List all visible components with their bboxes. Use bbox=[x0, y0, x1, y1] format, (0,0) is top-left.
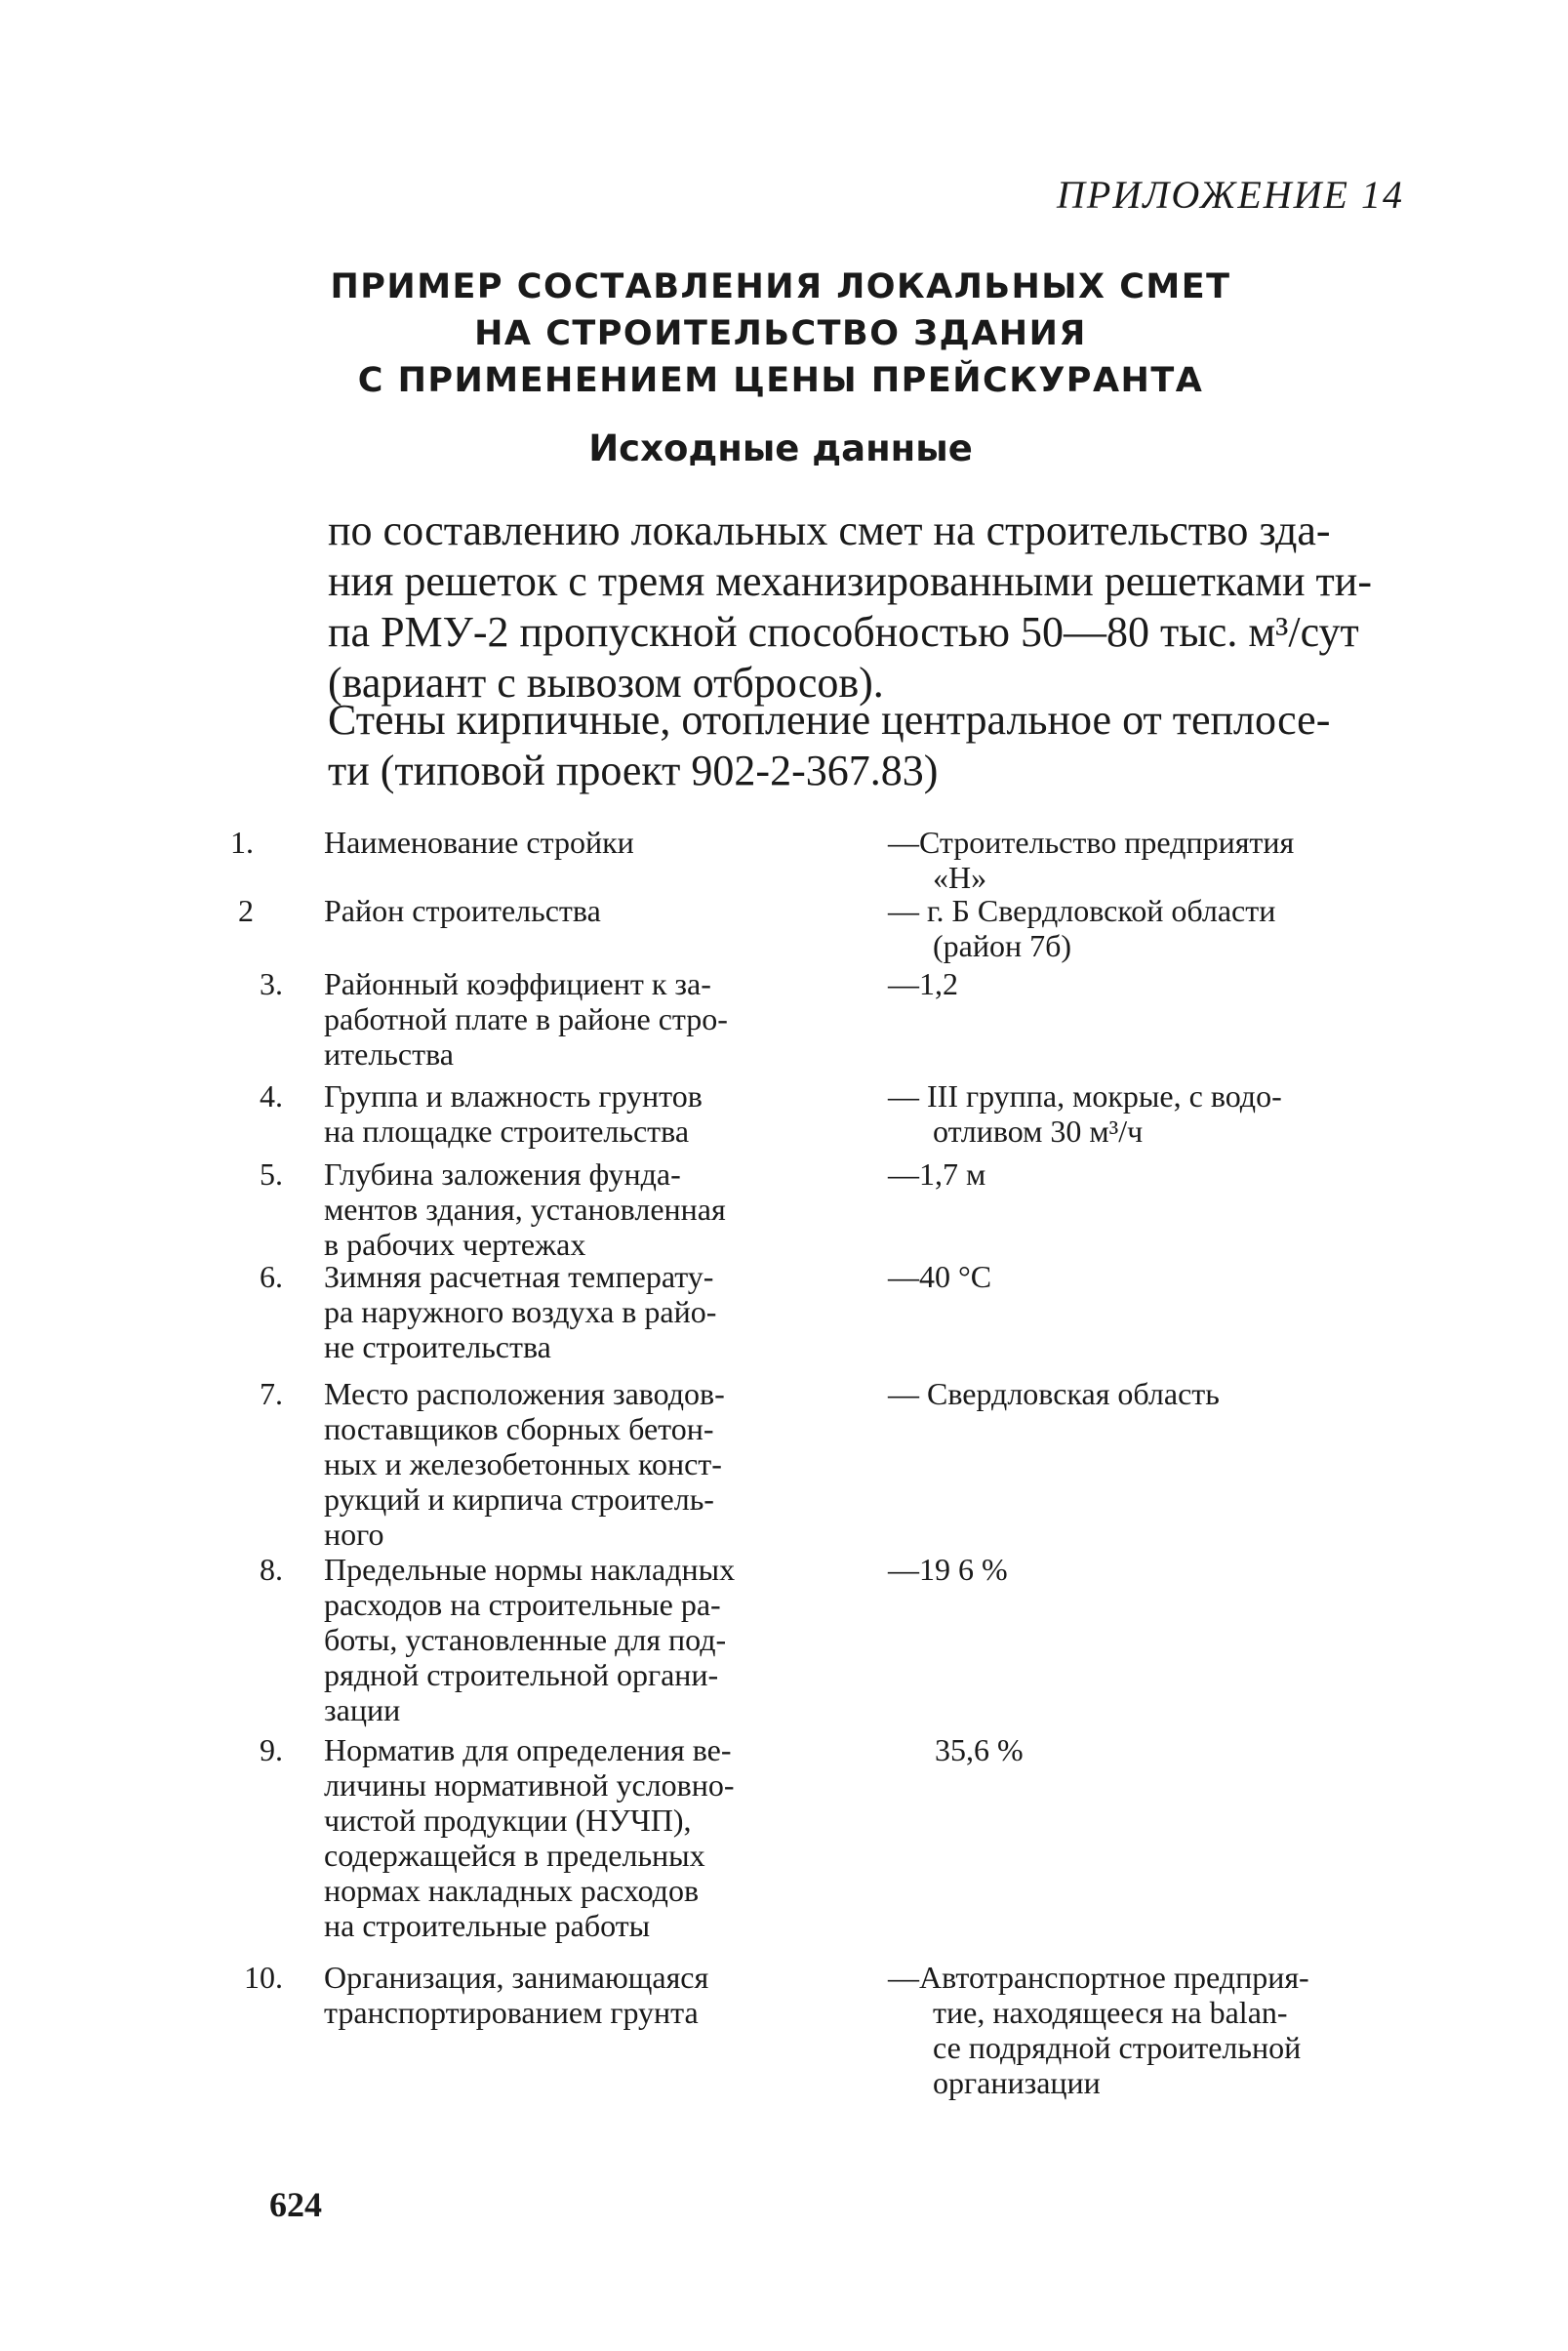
document-title bbox=[293, 263, 1268, 404]
item-number: 6. bbox=[260, 1259, 283, 1294]
item-value-line: —Автотранспортное предприя- bbox=[888, 1960, 1309, 1995]
item-value bbox=[935, 1732, 1452, 1767]
item-label-line: расходов на строительные ра- bbox=[324, 1587, 721, 1622]
item-number: 7. bbox=[260, 1376, 283, 1411]
appendix-label: ПРИЛОЖЕНИЕ 14 bbox=[1057, 173, 1404, 217]
item-value bbox=[888, 966, 1405, 1001]
item-label-line: Место расположения заводов- bbox=[324, 1376, 725, 1411]
item-value bbox=[888, 1259, 1405, 1294]
item-label-line: содержащейся в предельных bbox=[324, 1838, 705, 1873]
item-label-line: ного bbox=[324, 1517, 384, 1552]
item-value-line: —19 6 % bbox=[888, 1552, 1008, 1587]
item-value-line: —1,2 bbox=[888, 966, 958, 1001]
item-label bbox=[324, 1078, 836, 1149]
item-label-line: на строительные работы bbox=[324, 1908, 651, 1943]
item-value bbox=[888, 1960, 1405, 2100]
paragraph-line: ния решеток с тремя механизированными решетками ти- bbox=[328, 557, 1372, 605]
item-label-line: ительства bbox=[324, 1036, 454, 1072]
item-value-line: тие, находящееся на balan- bbox=[933, 1995, 1288, 2030]
item-label-line: чистой продукции (НУЧП), bbox=[324, 1803, 692, 1838]
item-label-line: ментов здания, установленная bbox=[324, 1192, 726, 1227]
walls-paragraph bbox=[328, 695, 1401, 796]
item-label-line: Организация, занимающаяся bbox=[324, 1960, 709, 1995]
page-number: 624 bbox=[269, 2185, 322, 2224]
item-value-line: отливом 30 м³/ч bbox=[933, 1114, 1144, 1149]
item-label-line: Зимняя расчетная температу- bbox=[324, 1259, 714, 1294]
item-label bbox=[324, 966, 836, 1072]
item-label-line: Наименование стройки bbox=[324, 825, 634, 860]
item-number: 4. bbox=[260, 1078, 283, 1114]
item-value bbox=[888, 893, 1405, 963]
item-label-line: в рабочих чертежах bbox=[324, 1227, 586, 1262]
item-label-line: транспортированием грунта bbox=[324, 1995, 699, 2030]
section-subtitle: Исходные данные bbox=[588, 427, 973, 469]
item-label-line: Районный коэффициент к за- bbox=[324, 966, 711, 1001]
item-value bbox=[888, 1376, 1405, 1411]
paragraph-line: Стены кирпичные, отопление центральное от теплосе- bbox=[328, 696, 1331, 744]
item-value bbox=[888, 1156, 1405, 1192]
item-value-line: —Строительство предприятия bbox=[888, 825, 1295, 860]
item-value-line: 35,6 % bbox=[935, 1732, 1024, 1767]
item-number: 3. bbox=[260, 966, 283, 1001]
item-number: 2 bbox=[238, 893, 254, 928]
paragraph-line: па РМУ-2 пропускной способностью 50—80 тыс. м³/сут bbox=[328, 608, 1359, 656]
item-value bbox=[888, 1552, 1405, 1587]
item-number: 5. bbox=[260, 1156, 283, 1192]
item-label-line: боты, установленные для под- bbox=[324, 1622, 727, 1657]
item-label-line: личины нормативной условно- bbox=[324, 1767, 735, 1803]
item-number: 8. bbox=[260, 1552, 283, 1587]
item-label bbox=[324, 1156, 836, 1262]
item-label-line: Норматив для определения ве- bbox=[324, 1732, 732, 1767]
item-number: 9. bbox=[260, 1732, 283, 1767]
paragraph-line: (вариант с вывозом отбросов). bbox=[328, 659, 884, 707]
item-number: 1. bbox=[230, 825, 254, 860]
item-label-line: нормах накладных расходов bbox=[324, 1873, 700, 1908]
item-label bbox=[324, 1376, 836, 1552]
item-label-line: на площадке строительства bbox=[324, 1114, 690, 1149]
item-value bbox=[888, 1078, 1405, 1149]
item-value-line: — III группа, мокрые, с водо- bbox=[888, 1078, 1282, 1114]
item-value-line: се подрядной строительной bbox=[933, 2030, 1302, 2065]
item-value-line: —40 °С bbox=[888, 1259, 992, 1294]
title-line: ПРИМЕР СОСТАВЛЕНИЯ ЛОКАЛЬНЫХ СМЕТ bbox=[330, 267, 1231, 306]
item-value-line: —1,7 м bbox=[888, 1156, 986, 1192]
item-label bbox=[324, 1552, 836, 1727]
item-label bbox=[324, 893, 836, 928]
paragraph-line: по составлению локальных смет на строительство зда- bbox=[328, 507, 1331, 554]
item-label-line: Предельные нормы накладных bbox=[324, 1552, 736, 1587]
item-label-line: Район строительства bbox=[324, 893, 601, 928]
paragraph-line: ти (типовой проект 902-2-367.83) bbox=[328, 747, 939, 794]
item-label-line: рядной строительной органи- bbox=[324, 1657, 719, 1692]
item-value-line: организации bbox=[933, 2065, 1101, 2100]
item-label-line: рукций и кирпича строитель- bbox=[324, 1481, 714, 1517]
item-value bbox=[888, 825, 1405, 895]
item-label-line: зации bbox=[324, 1692, 401, 1727]
item-label-line: работной плате в районе стро- bbox=[324, 1001, 728, 1036]
item-label bbox=[324, 1259, 836, 1364]
item-value-line: — Свердловская область bbox=[888, 1376, 1220, 1411]
item-label-line: Глубина заложения фунда- bbox=[324, 1156, 681, 1192]
item-label bbox=[324, 825, 836, 860]
title-line: НА СТРОИТЕЛЬСТВО ЗДАНИЯ bbox=[474, 314, 1087, 353]
item-label-line: ных и железобетонных конст- bbox=[324, 1446, 722, 1481]
item-value-line: «Н» bbox=[933, 860, 987, 895]
intro-paragraph bbox=[328, 506, 1401, 709]
item-label-line: не строительства bbox=[324, 1329, 551, 1364]
item-label-line: ра наружного воздуха в райо- bbox=[324, 1294, 717, 1329]
item-label-line: Группа и влажность грунтов bbox=[324, 1078, 703, 1114]
item-number: 10. bbox=[244, 1960, 283, 1995]
item-value-line: (район 7б) bbox=[933, 928, 1072, 963]
title-line: С ПРИМЕНЕНИЕМ ЦЕНЫ ПРЕЙСКУРАНТА bbox=[357, 361, 1204, 400]
item-label bbox=[324, 1732, 836, 1943]
item-label-line: поставщиков сборных бетон- bbox=[324, 1411, 714, 1446]
item-value-line: — г. Б Свердловской области bbox=[888, 893, 1276, 928]
item-label bbox=[324, 1960, 836, 2030]
